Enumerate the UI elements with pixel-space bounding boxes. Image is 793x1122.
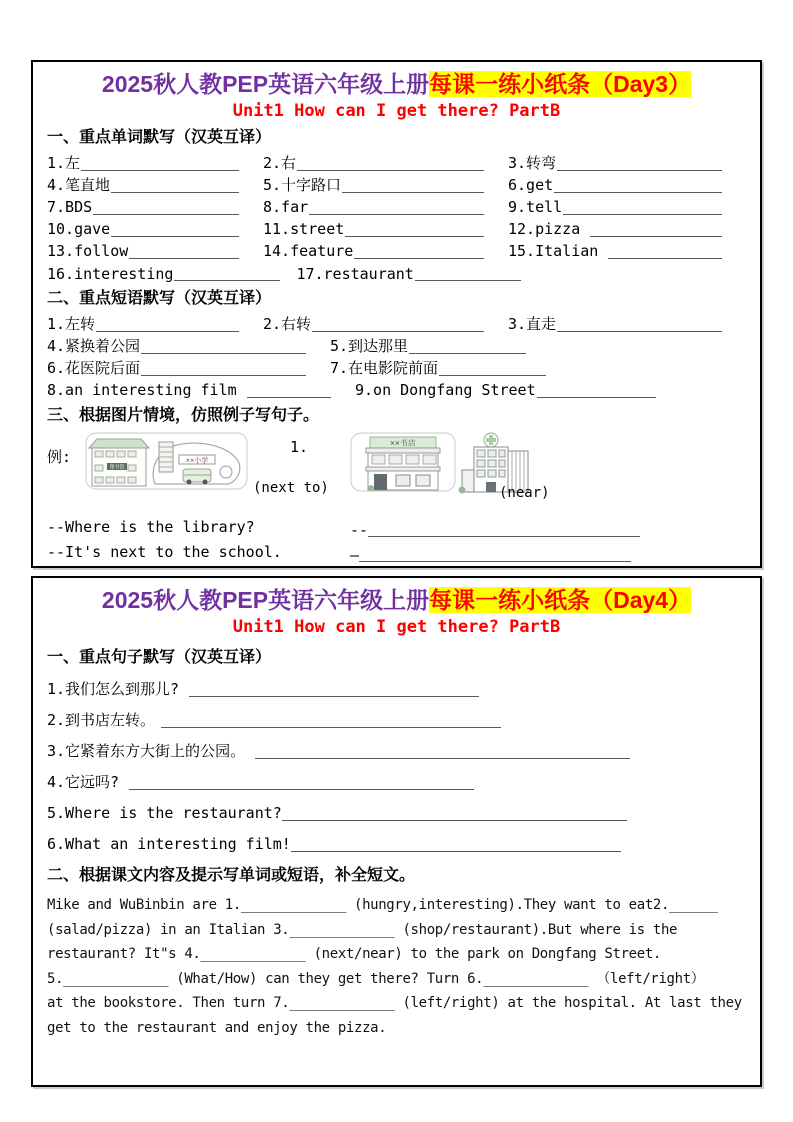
day4-title — [47, 585, 746, 615]
word-item: 14.feature — [263, 239, 508, 261]
day3-section3-heading: 三、根据图片情境，仿照例子写句子。 — [47, 407, 320, 424]
blank-line — [96, 317, 239, 332]
library-building — [89, 439, 149, 486]
blank-line — [129, 244, 239, 259]
sentence-item: 2.到书店左转。 — [47, 710, 746, 730]
day3-title — [47, 69, 746, 99]
word-item: 2.右 — [263, 151, 508, 173]
dialog-question: --Where is the library? — [47, 518, 255, 536]
day3-phrases-row3 — [47, 356, 746, 378]
day3-section1-heading: 一、重点单词默写（汉英互译） — [47, 129, 272, 146]
blank-line — [554, 178, 722, 193]
blank-line — [537, 383, 656, 398]
item1-number: 1. — [290, 438, 309, 456]
blank-line — [354, 244, 484, 259]
phrase-item: 5.到达那里 — [330, 334, 746, 356]
day4-title-prefix: 2025秋人教PEP英语六年级上册 — [101, 587, 430, 613]
passage-line: 5._____________ (What/How) can they get there? Turn 6._____________ （left/right） — [47, 970, 705, 987]
day4-title-highlight: 每课一练小纸条（Day4） — [429, 587, 692, 613]
sentence-item: 1.我们怎么到那儿? — [47, 679, 746, 699]
word-item: 16.interesting — [47, 265, 174, 283]
sentence-item: 6.What an interesting film! — [47, 834, 746, 854]
passage-line: get to the restaurant and enjoy the pizza. — [47, 1019, 387, 1036]
example-image — [85, 432, 248, 496]
blank-line — [297, 156, 484, 171]
word-item: 4.笔直地 — [47, 173, 263, 195]
word-item: 10.gave — [47, 217, 263, 239]
blank-line — [409, 339, 526, 354]
day3-dialog — [47, 515, 746, 565]
word-item: 15.Italian — [508, 239, 746, 261]
blank-line — [282, 806, 627, 821]
day3-words-grid — [47, 151, 746, 261]
word-item: 5.十字路口 — [263, 173, 508, 195]
blank-line — [345, 222, 484, 237]
phrase-item: 2.右转 — [263, 312, 508, 334]
day3-pictures-row — [47, 430, 746, 512]
blank-line — [557, 317, 722, 332]
sentence-item: 4.它远吗? — [47, 772, 746, 792]
dialog-answer: --It's next to the school. — [47, 543, 282, 561]
day4-section2-heading: 二、根据课文内容及提示写单词或短语，补全短文。 — [47, 867, 416, 884]
word-item: 8.far — [263, 195, 508, 217]
blank-line — [129, 775, 474, 790]
word-item: 3.转弯 — [508, 151, 746, 173]
day3-phrases-row2 — [47, 334, 746, 356]
blank-line — [141, 339, 306, 354]
phrase-item: 6.花医院后面 — [47, 356, 330, 378]
blank-line — [309, 200, 484, 215]
example-caption: (next to) — [253, 480, 329, 496]
day3-title-prefix: 2025秋人教PEP英语六年级上册 — [101, 71, 430, 97]
blank-line — [161, 713, 501, 728]
blank-line — [415, 266, 521, 281]
passage-line: at the bookstore. Then turn 7._____________ (left/right) at the hospital. At last they — [47, 995, 742, 1011]
phrase-item: 1.左转 — [47, 312, 263, 334]
word-item: 1.左 — [47, 151, 263, 173]
word-item: 17.restaurant — [296, 265, 414, 283]
blank-line — [312, 317, 484, 332]
blank-line — [359, 547, 631, 562]
word-item: 7.BDS — [47, 195, 263, 217]
passage-line: restaurant? It"s 4._____________ (next/near) to the park on Dongfang Street. — [47, 946, 661, 962]
word-item: 9.tell — [508, 195, 746, 217]
blank-line — [111, 222, 239, 237]
bookstore-building — [366, 437, 440, 491]
item1-caption: (near) — [499, 485, 550, 501]
phrase-item: 9.on Dongfang Street — [355, 378, 746, 400]
blank-line — [291, 837, 621, 852]
day3-subtitle: Unit1 How can I get there? PartB — [232, 101, 561, 121]
phrase-item: 7.在电影院前面 — [330, 356, 746, 378]
blank-line — [141, 361, 306, 376]
day3-card — [31, 60, 762, 568]
blank-line — [563, 200, 722, 215]
blank-line — [247, 383, 331, 398]
passage-line: (salad/pizza) in an Italian 3._____________ (shop/restaurant).But where is the — [47, 921, 678, 938]
blank-line — [342, 178, 484, 193]
day3-section2-heading: 二、重点短语默写（汉英互译） — [47, 290, 272, 307]
day3-words-row6 — [47, 261, 746, 283]
word-item: 6.get — [508, 173, 746, 195]
cloze-passage — [47, 893, 746, 1040]
blank-line — [189, 682, 479, 697]
bookstore-sign: ××书店 — [390, 438, 416, 448]
blank-line — [255, 744, 630, 759]
phrase-item: 8.an interesting film — [47, 378, 355, 400]
day3-phrases-row4 — [47, 378, 746, 400]
word-item: 13.follow — [47, 239, 263, 261]
blank-line — [81, 156, 239, 171]
blank-line — [557, 156, 722, 171]
blank-line — [368, 522, 640, 537]
blank-line — [590, 222, 722, 237]
blank-line — [174, 266, 280, 281]
sentence-item: 5.Where is the restaurant? — [47, 803, 746, 823]
library-sign: 图书馆 — [109, 464, 125, 471]
day4-card — [31, 576, 762, 1087]
answer-line: — — [350, 540, 746, 565]
sentence-item: 3.它紧着东方大街上的公园。 — [47, 741, 746, 761]
passage-line: Mike and WuBinbin are 1._____________ (hungry,interesting).They want to eat2.______ — [47, 897, 718, 913]
day3-phrases-row1 — [47, 312, 746, 334]
word-item: 12.pizza — [508, 217, 746, 239]
day3-title-highlight: 每课一练小纸条（Day3） — [429, 71, 692, 97]
blank-line — [111, 178, 239, 193]
answer-line: -- — [350, 515, 746, 540]
phrase-item: 4.紧换着公园 — [47, 334, 330, 356]
day4-subtitle: Unit1 How can I get there? PartB — [232, 617, 561, 637]
day4-section1-heading: 一、重点句子默写（汉英互译） — [47, 649, 272, 666]
phrase-item: 3.直走 — [508, 312, 746, 334]
school-sign: ××小学 — [185, 456, 209, 465]
example-label: 例: — [47, 448, 72, 466]
blank-line — [439, 361, 546, 376]
blank-line — [608, 244, 722, 259]
library-school-illustration — [85, 432, 248, 492]
blank-line — [93, 200, 239, 215]
word-item: 11.street — [263, 217, 508, 239]
